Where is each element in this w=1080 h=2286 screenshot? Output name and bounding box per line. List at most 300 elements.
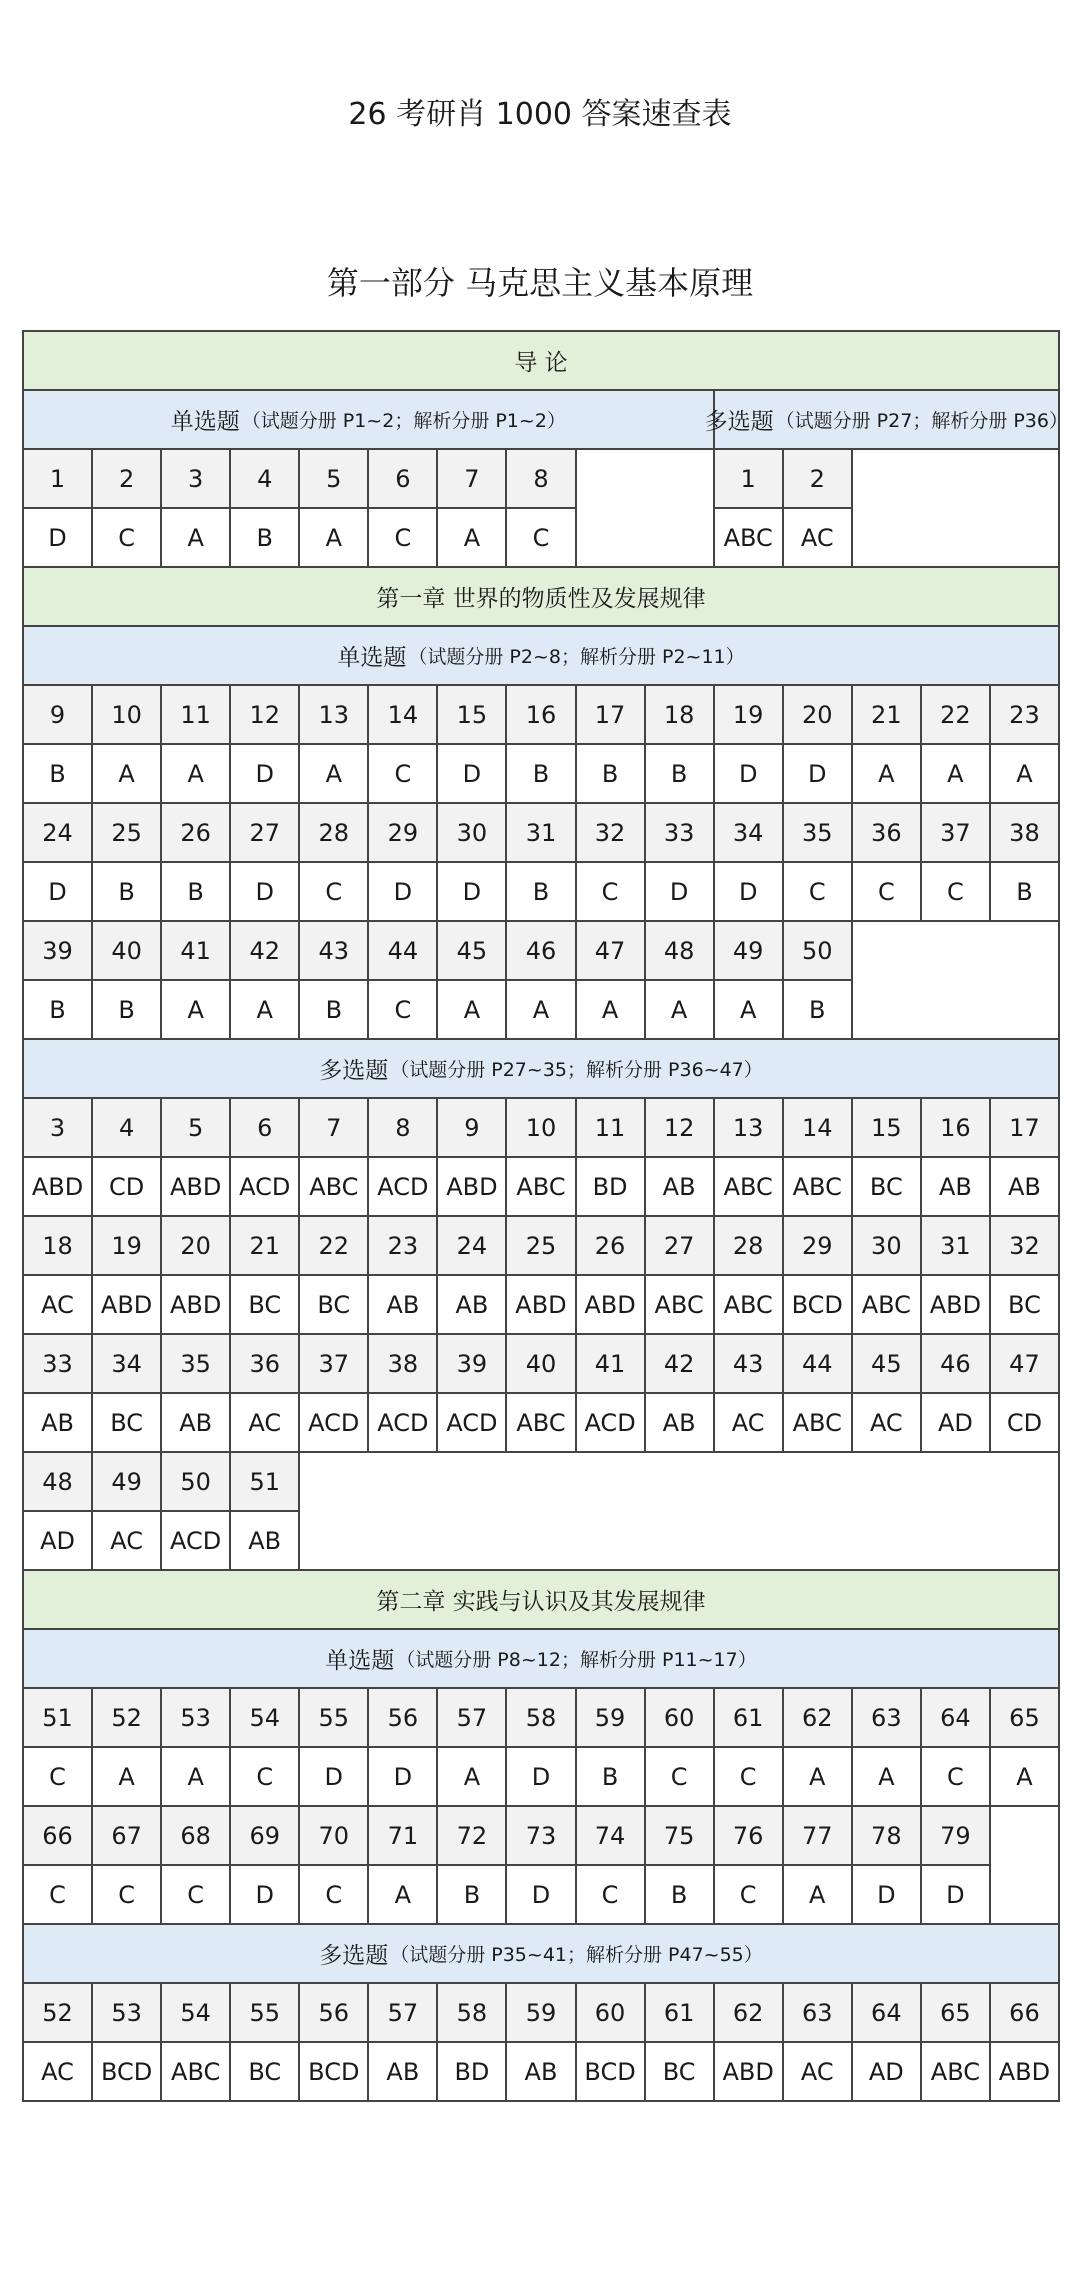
question-number-label: 27	[249, 818, 280, 847]
question-number-label: 58	[456, 1998, 488, 2027]
question-number	[853, 686, 922, 745]
answer-cell-label: BCD	[308, 2057, 360, 2086]
answer-cell-label: BC	[662, 2057, 696, 2086]
question-number	[369, 1217, 438, 1276]
question-number	[715, 1984, 784, 2043]
question-number-label: 33	[663, 818, 695, 847]
answer-cell	[369, 509, 438, 568]
empty-cell	[300, 1453, 1060, 1571]
question-number-label: 31	[940, 1231, 971, 1260]
question-number-label: 66	[1009, 1998, 1040, 2027]
question-number-label: 10	[111, 700, 142, 729]
answer-cell-label: A	[532, 995, 550, 1024]
answer-cell-label: A	[463, 523, 481, 552]
answer-cell-label: ABC	[516, 1172, 566, 1201]
answer-cell	[93, 1512, 162, 1571]
answer-cell-label: AB	[248, 1526, 282, 1555]
answer-cell	[784, 2043, 853, 2102]
answer-cell-label: B	[118, 877, 135, 906]
answer-cell	[577, 1276, 646, 1335]
question-number-label: 9	[464, 1113, 480, 1142]
empty-cell	[577, 450, 715, 568]
answer-cell-label: D	[738, 759, 758, 788]
answer-cell	[784, 1158, 853, 1217]
question-number	[853, 1335, 922, 1394]
answer-cell-label: D	[255, 1880, 274, 1909]
question-number-label: 43	[318, 936, 350, 965]
answer-cell-label: C	[947, 1762, 964, 1791]
answer-cell-label: ABC	[171, 2057, 221, 2086]
answer-cell	[646, 1158, 715, 1217]
answer-cell-label: AB	[662, 1172, 696, 1201]
question-number	[162, 1217, 231, 1276]
question-number	[507, 804, 576, 863]
question-number	[300, 804, 369, 863]
answer-cell-label: AC	[800, 523, 834, 552]
question-number-label: 18	[42, 1231, 73, 1260]
question-number-label: 42	[663, 1349, 695, 1378]
question-number-label: 13	[318, 700, 350, 729]
section-header-label: 第一章 世界的物质性及发展规律	[376, 586, 706, 612]
answer-cell-label: AD	[40, 1526, 75, 1555]
answer-cell	[853, 1866, 922, 1925]
answer-cell-label: AB	[524, 2057, 558, 2086]
question-number-label: 63	[871, 1703, 902, 1732]
answer-cell	[507, 1866, 576, 1925]
answer-cell	[922, 1394, 991, 1453]
question-number-label: 37	[940, 818, 971, 847]
question-number	[438, 1807, 507, 1866]
question-number-label: 70	[318, 1821, 350, 1850]
question-number	[507, 1099, 576, 1158]
answer-cell-label: ABC	[654, 1290, 704, 1319]
question-number-label: 22	[318, 1231, 350, 1260]
answer-cell	[93, 1276, 162, 1335]
question-number-label: 27	[663, 1231, 695, 1260]
question-number	[715, 1217, 784, 1276]
question-number	[24, 686, 93, 745]
answer-cell-label: A	[739, 995, 757, 1024]
question-number-label: 19	[111, 1231, 142, 1260]
question-number-label: 18	[663, 700, 695, 729]
answer-cell	[577, 863, 646, 922]
question-number	[507, 1984, 576, 2043]
question-number-label: 53	[180, 1703, 211, 1732]
answer-cell	[646, 1394, 715, 1453]
question-number-label: 57	[456, 1703, 488, 1732]
answer-cell-label: AC	[869, 1408, 903, 1437]
question-number-label: 29	[801, 1231, 833, 1260]
question-number	[577, 686, 646, 745]
question-type-header-note: （试题分册 P27~35；解析分册 P36~47）	[390, 1059, 763, 1081]
question-type-header-label: 多选题	[319, 1943, 389, 1969]
section-header	[24, 568, 1060, 627]
question-number	[646, 1217, 715, 1276]
question-number	[93, 1453, 162, 1512]
answer-cell-label: BC	[317, 1290, 351, 1319]
question-number	[438, 1099, 507, 1158]
answer-cell	[991, 745, 1060, 804]
question-number	[577, 1217, 646, 1276]
question-number	[853, 1099, 922, 1158]
answer-cell-label: B	[809, 995, 826, 1024]
answer-cell	[577, 745, 646, 804]
answer-cell	[507, 745, 576, 804]
answer-cell-label: A	[187, 759, 204, 788]
question-number-label: 17	[594, 700, 626, 729]
answer-cell-label: D	[255, 759, 274, 788]
answer-cell-label: ACD	[239, 1172, 291, 1201]
question-number-label: 14	[387, 700, 419, 729]
question-number-label: 33	[42, 1349, 73, 1378]
question-type-header-note: （试题分册 P2~8；解析分册 P2~11）	[408, 646, 745, 668]
question-number	[715, 1689, 784, 1748]
question-number-label: 44	[801, 1349, 833, 1378]
answer-cell	[162, 2043, 231, 2102]
question-number	[369, 1689, 438, 1748]
question-number-label: 12	[663, 1113, 695, 1142]
question-number	[24, 1984, 93, 2043]
answer-cell-label: A	[809, 1880, 826, 1909]
question-number-label: 34	[732, 818, 764, 847]
answer-cell-label: ABD	[31, 1172, 84, 1201]
question-number	[369, 450, 438, 509]
answer-cell	[231, 745, 300, 804]
answer-cell-label: B	[532, 759, 550, 788]
answer-cell	[784, 1748, 853, 1807]
answer-cell-label: B	[256, 523, 273, 552]
question-number	[162, 1984, 231, 2043]
answer-cell-label: B	[670, 1880, 688, 1909]
question-number-label: 35	[801, 818, 833, 847]
answer-cell	[784, 1276, 853, 1335]
question-number-label: 31	[525, 818, 557, 847]
question-number-label: 1	[49, 464, 66, 493]
answer-cell-label: ABC	[930, 2057, 980, 2086]
question-number-label: 75	[663, 1821, 695, 1850]
question-number	[231, 1453, 300, 1512]
question-number-label: 21	[871, 700, 902, 729]
answer-cell-label: C	[532, 523, 550, 552]
answer-cell	[853, 1276, 922, 1335]
question-number-label: 15	[456, 700, 488, 729]
empty-cell	[991, 1807, 1060, 1925]
question-number	[93, 1689, 162, 1748]
question-number-label: 9	[49, 700, 66, 729]
answer-cell-label: BC	[1008, 1290, 1041, 1319]
answer-cell	[715, 1276, 784, 1335]
question-number	[507, 1689, 576, 1748]
question-number	[715, 686, 784, 745]
answer-cell-label: C	[187, 1880, 205, 1909]
answer-cell-label: A	[670, 995, 688, 1024]
question-number-label: 28	[732, 1231, 764, 1260]
answer-cell-label: D	[669, 877, 689, 906]
answer-cell-label: AB	[41, 1408, 74, 1437]
answer-cell-label: B	[601, 759, 619, 788]
question-number	[24, 1335, 93, 1394]
answer-cell	[646, 981, 715, 1040]
answer-cell-label: D	[462, 877, 482, 906]
answer-cell-label: B	[118, 995, 135, 1024]
question-number	[300, 686, 369, 745]
question-number-label: 37	[318, 1349, 350, 1378]
question-number	[162, 1807, 231, 1866]
part-title: 第一部分 马克思主义基本原理	[326, 264, 754, 302]
answer-cell-label: D	[324, 1762, 344, 1791]
single-choice-header-note: （试题分册 P1~2；解析分册 P1~2）	[241, 410, 566, 432]
answer-table	[22, 330, 1068, 2102]
question-number-label: 8	[533, 464, 549, 493]
answer-cell	[24, 1276, 93, 1335]
question-number	[162, 804, 231, 863]
question-number-label: 64	[871, 1998, 902, 2027]
answer-cell	[369, 2043, 438, 2102]
answer-cell-label: C	[325, 1880, 343, 1909]
question-number-label: 16	[940, 1113, 971, 1142]
answer-cell-label: D	[462, 759, 482, 788]
question-number	[991, 1217, 1060, 1276]
answer-cell	[715, 2043, 784, 2102]
question-type-header-label: 单选题	[325, 1648, 395, 1674]
answer-cell-label: A	[1016, 1762, 1033, 1791]
answer-cell-label: C	[118, 1880, 135, 1909]
answer-cell	[646, 1866, 715, 1925]
question-number	[162, 450, 231, 509]
question-number-label: 48	[42, 1467, 73, 1496]
answer-cell	[162, 745, 231, 804]
question-number-label: 64	[940, 1703, 971, 1732]
answer-cell-label: C	[49, 1880, 66, 1909]
question-number-label: 26	[594, 1231, 626, 1260]
answer-cell	[715, 863, 784, 922]
question-number-label: 71	[387, 1821, 419, 1850]
answer-cell-label: A	[878, 759, 895, 788]
answer-cell-label: A	[325, 759, 342, 788]
answer-cell-label: AB	[386, 2057, 420, 2086]
question-number	[300, 1689, 369, 1748]
answer-cell-label: C	[739, 1880, 757, 1909]
question-number-label: 40	[525, 1349, 557, 1378]
answer-cell-label: A	[878, 1762, 895, 1791]
question-number-label: 39	[456, 1349, 488, 1378]
question-number	[300, 450, 369, 509]
question-number	[991, 1335, 1060, 1394]
answer-cell	[438, 1866, 507, 1925]
answer-cell-label: ABD	[446, 1172, 498, 1201]
answer-cell	[991, 1158, 1060, 1217]
empty-cell	[853, 922, 1060, 1040]
question-number	[922, 1217, 991, 1276]
answer-cell	[922, 2043, 991, 2102]
question-number	[646, 922, 715, 981]
answer-cell-label: ABD	[515, 1290, 567, 1319]
answer-cell	[438, 1394, 507, 1453]
answer-cell	[577, 1866, 646, 1925]
question-number-label: 68	[180, 1821, 211, 1850]
answer-cell	[93, 981, 162, 1040]
question-number	[438, 922, 507, 981]
question-number	[715, 1099, 784, 1158]
answer-cell-label: B	[532, 877, 550, 906]
answer-cell	[438, 1748, 507, 1807]
answer-cell	[991, 2043, 1060, 2102]
answer-cell-label: D	[393, 877, 413, 906]
answer-cell	[438, 2043, 507, 2102]
question-number	[991, 686, 1060, 745]
question-number	[231, 1807, 300, 1866]
answer-cell-label: C	[394, 523, 412, 552]
answer-cell	[577, 1394, 646, 1453]
section-header-label: 导 论	[514, 350, 568, 376]
question-number-label: 3	[188, 464, 204, 493]
question-number	[784, 922, 853, 981]
question-type-header-label: 单选题	[337, 645, 407, 671]
answer-cell	[300, 863, 369, 922]
question-number	[784, 1807, 853, 1866]
answer-cell	[231, 1158, 300, 1217]
answer-cell	[715, 745, 784, 804]
answer-cell-label: BC	[110, 1408, 143, 1437]
question-number	[646, 804, 715, 863]
question-number-label: 55	[249, 1998, 280, 2027]
multi-choice-header-label: 多选题	[704, 409, 774, 435]
question-number-label: 54	[180, 1998, 211, 2027]
question-number-label: 66	[42, 1821, 73, 1850]
question-number	[438, 1335, 507, 1394]
answer-cell-label: AC	[731, 1408, 765, 1437]
answer-cell-label: C	[808, 877, 826, 906]
answer-cell-label: AB	[662, 1408, 696, 1437]
answer-cell	[507, 863, 576, 922]
answer-cell-label: ABD	[929, 1290, 982, 1319]
question-number	[577, 922, 646, 981]
question-number	[24, 1099, 93, 1158]
answer-cell-label: D	[393, 1762, 413, 1791]
question-number-label: 32	[1009, 1231, 1040, 1260]
question-number-label: 12	[249, 700, 280, 729]
answer-cell-label: A	[187, 995, 204, 1024]
question-number-label: 6	[257, 1113, 273, 1142]
answer-cell-label: D	[531, 1880, 551, 1909]
question-number-label: 49	[732, 936, 764, 965]
question-number-label: 38	[387, 1349, 419, 1378]
question-number-label: 23	[1009, 700, 1040, 729]
question-number	[231, 450, 300, 509]
answer-cell	[922, 863, 991, 922]
question-number-label: 15	[871, 1113, 902, 1142]
answer-cell	[162, 1866, 231, 1925]
question-number-label: 43	[732, 1349, 764, 1378]
answer-cell-label: ABD	[584, 1290, 636, 1319]
question-number-label: 30	[456, 818, 488, 847]
answer-cell	[784, 981, 853, 1040]
question-number	[369, 1807, 438, 1866]
answer-cell	[24, 1748, 93, 1807]
answer-cell-label: A	[601, 995, 619, 1024]
answer-cell-label: C	[739, 1762, 757, 1791]
answer-cell	[93, 745, 162, 804]
question-number-label: 79	[940, 1821, 971, 1850]
question-number	[93, 686, 162, 745]
answer-cell-label: AC	[800, 2057, 834, 2086]
question-number-label: 41	[594, 1349, 626, 1378]
question-number	[231, 1217, 300, 1276]
answer-cell-label: A	[325, 523, 342, 552]
answer-cell	[922, 1276, 991, 1335]
question-number-label: 21	[249, 1231, 280, 1260]
question-number	[646, 1335, 715, 1394]
question-type-header-label: 多选题	[319, 1058, 389, 1084]
question-number	[369, 686, 438, 745]
question-number	[24, 922, 93, 981]
question-number	[231, 1984, 300, 2043]
question-number	[369, 922, 438, 981]
question-number	[507, 686, 576, 745]
question-number	[300, 1217, 369, 1276]
question-number	[922, 1099, 991, 1158]
answer-cell	[369, 1276, 438, 1335]
answer-cell	[646, 745, 715, 804]
question-type-header	[24, 627, 1060, 686]
answer-cell-label: ACD	[377, 1172, 429, 1201]
answer-cell-label: B	[601, 1762, 619, 1791]
question-number-label: 20	[801, 700, 833, 729]
question-number	[231, 1335, 300, 1394]
question-number-label: 11	[594, 1113, 626, 1142]
question-number	[922, 1984, 991, 2043]
question-number-label: 2	[118, 464, 135, 493]
answer-cell	[853, 745, 922, 804]
answer-cell-label: C	[601, 1880, 619, 1909]
answer-cell-label: BD	[454, 2057, 490, 2086]
question-number	[715, 1335, 784, 1394]
answer-cell-label: AD	[937, 1408, 973, 1437]
question-number-label: 35	[180, 1349, 211, 1378]
question-number-label: 59	[525, 1998, 557, 2027]
answer-cell	[715, 1748, 784, 1807]
question-number-label: 73	[525, 1821, 557, 1850]
question-number-label: 49	[111, 1467, 142, 1496]
question-number-label: 24	[456, 1231, 488, 1260]
answer-cell	[24, 1394, 93, 1453]
question-number-label: 59	[594, 1703, 626, 1732]
question-number-label: 19	[732, 700, 764, 729]
question-number	[991, 1984, 1060, 2043]
answer-cell	[231, 863, 300, 922]
answer-cell-label: C	[670, 1762, 688, 1791]
answer-cell-label: D	[48, 877, 67, 906]
question-number	[300, 922, 369, 981]
answer-cell	[991, 1276, 1060, 1335]
answer-cell	[715, 1866, 784, 1925]
question-number	[991, 804, 1060, 863]
question-number-label: 10	[525, 1113, 557, 1142]
question-type-header	[24, 1040, 1060, 1099]
question-number-label: 72	[456, 1821, 488, 1850]
question-number-label: 77	[801, 1821, 833, 1850]
answer-cell	[784, 1394, 853, 1453]
question-number	[922, 686, 991, 745]
answer-cell	[715, 1394, 784, 1453]
question-number-label: 63	[801, 1998, 833, 2027]
question-number	[853, 804, 922, 863]
answer-cell-label: C	[394, 995, 412, 1024]
question-number-label: 61	[732, 1703, 764, 1732]
question-number	[93, 922, 162, 981]
question-number-label: 56	[387, 1703, 419, 1732]
question-number-label: 45	[456, 936, 488, 965]
